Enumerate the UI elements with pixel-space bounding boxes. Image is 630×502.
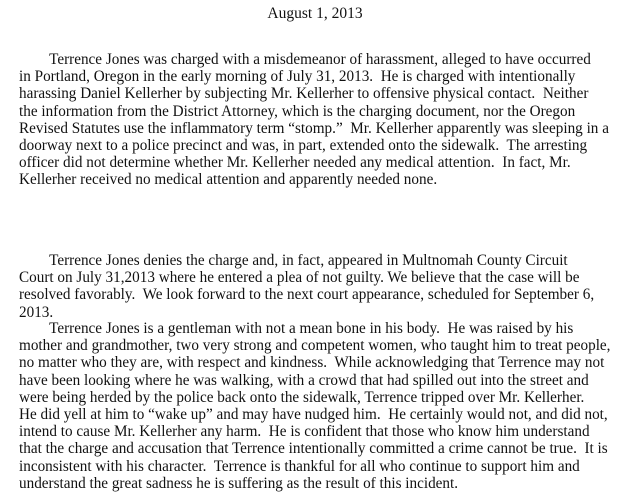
paragraph-plea: [19, 252, 629, 321]
text-line: intend to cause Mr. Kellerher any harm. He is confident that those who know him understand: [19, 423, 590, 441]
paragraph-character: [19, 320, 629, 492]
text-line: doorway next to a police precinct and was, in part, extended onto the sidewalk. The arresting: [19, 136, 588, 154]
text-line: in Portland, Oregon in the early morning of July 31, 2013. He is charged with intentionally: [19, 68, 576, 86]
text-line: resolved favorably. We look forward to the next court appearance, scheduled for September 6,: [19, 286, 595, 304]
text-line: Terrence Jones was charged with a misdemeanor of harassment, alleged to have occurred: [19, 51, 591, 68]
text-line: have been looking where he was walking, with a crowd that had spilled out into the street and: [19, 371, 589, 389]
text-line: officer did not determine whether Mr. Kellerher needed any medical attention. In fact, Mr.: [19, 154, 571, 172]
text-line: understand the great sadness he is suffering as the result of this incident.: [19, 474, 459, 492]
text-line: Kellerher received no medical attention and apparently needed none.: [19, 171, 438, 189]
text-line: inconsistent with his character. Terrence is thankful for all who continue to support him and: [19, 457, 580, 475]
text-line: Court on July 31,2013 where he entered a plea of not guilty. We believe that the case will be: [19, 269, 580, 287]
document-date: August 1, 2013: [267, 5, 363, 22]
text-line: Terrence Jones is a gentleman with not a mean bone in his body. He was raised by his: [19, 320, 574, 337]
text-line: no matter who they are, with respect and kindness. While acknowledging that Terrence may not: [19, 354, 605, 372]
text-line: 2013.: [19, 303, 54, 321]
text-line: that the charge and accusation that Terrence intentionally committed a crime cannot be true. It is: [19, 440, 608, 458]
text-line: harassing Daniel Kellerher by subjecting Mr. Kellerher to offensive physical contact. Neither: [19, 85, 589, 103]
text-line: Terrence Jones denies the charge and, in fact, appeared in Multnomah County Circuit: [19, 252, 568, 269]
text-line: Revised Statutes use the inflammatory term “stomp.” Mr. Kellerher apparently was sleeping in a: [19, 119, 609, 137]
paragraph-charge: [19, 51, 629, 189]
text-line: the information from the District Attorney, which is the charging document, nor the Oregon: [19, 102, 576, 120]
text-line: mother and grandmother, two very strong and competent women, who taught him to treat people,: [19, 337, 611, 355]
text-line: were being herded by the police back onto the sidewalk, Terrence tripped over Mr. Kellerher.: [19, 388, 585, 406]
text-line: He did yell at him to “wake up” and may have nudged him. He certainly would not, and did not,: [19, 405, 608, 423]
